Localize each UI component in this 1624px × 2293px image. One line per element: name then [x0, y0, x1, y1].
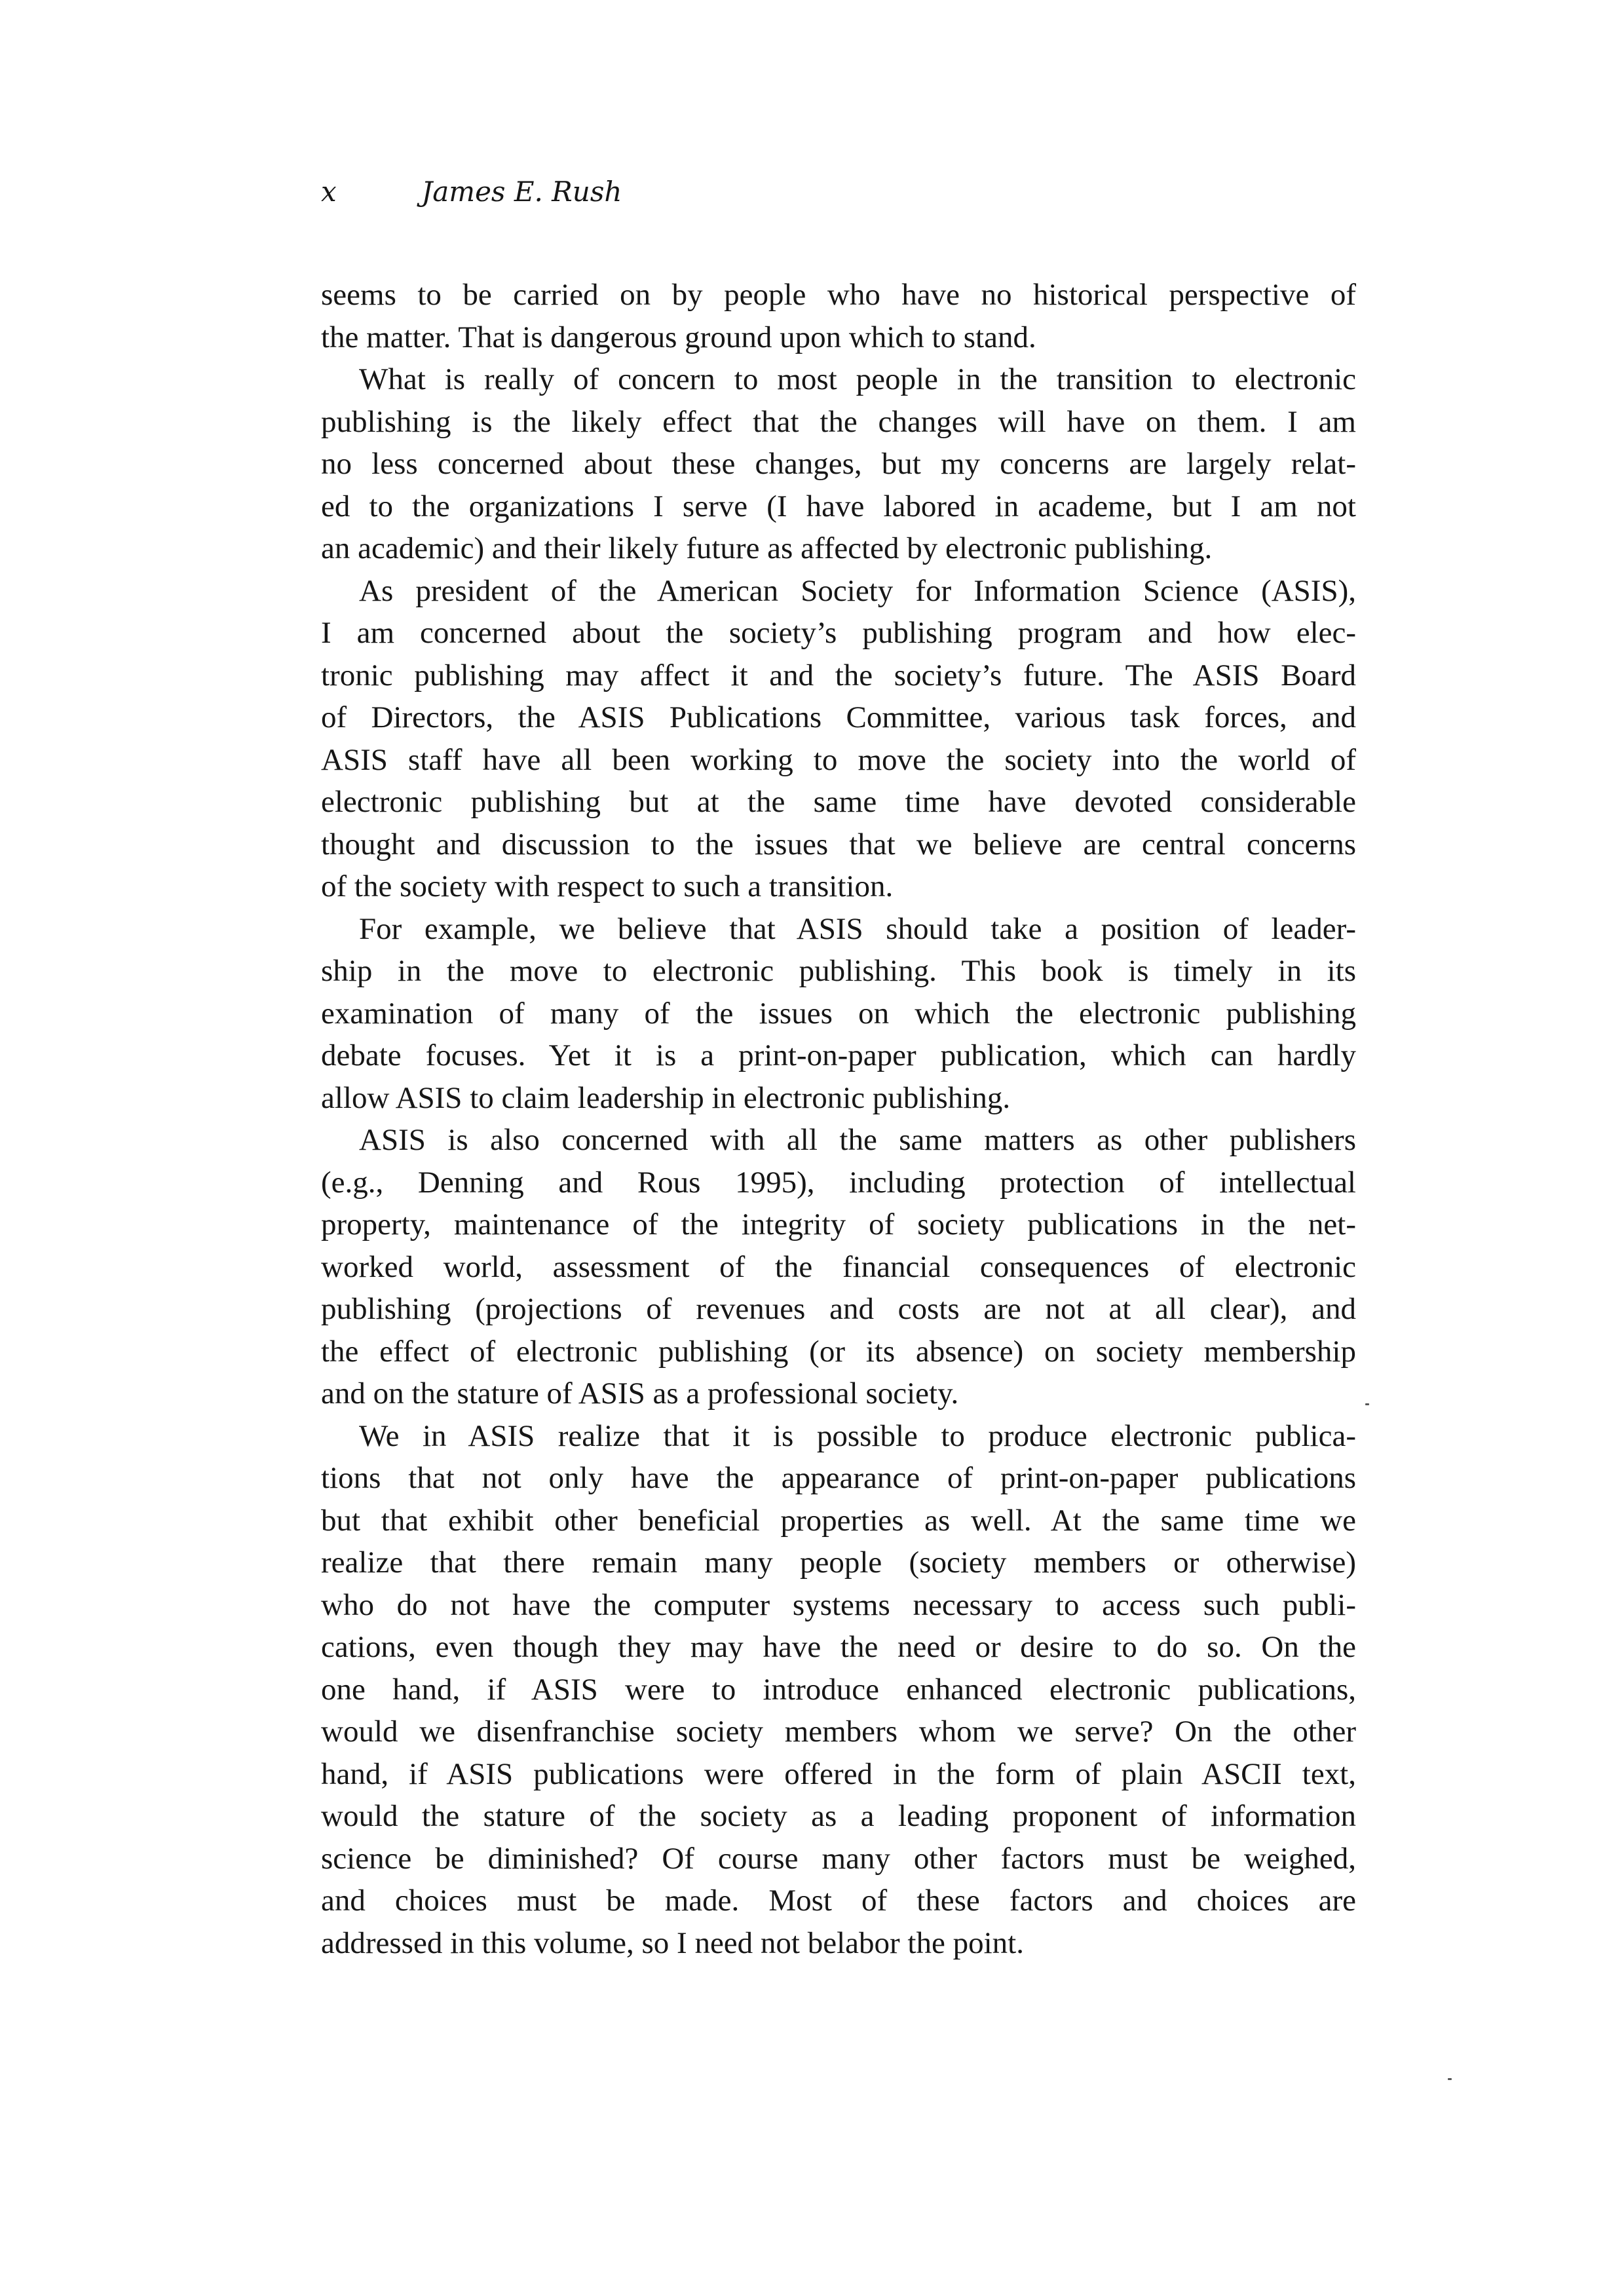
text-line: ship in the move to electronic publishing. This book is timely in its [321, 954, 1356, 988]
text-line: publishing is the likely effect that the changes will have on them. I am [321, 404, 1356, 439]
text-line: the matter. That is dangerous ground upon which to stand. [321, 320, 1036, 354]
text-line: would the stature of the society as a leading proponent of information [321, 1799, 1356, 1833]
text-line: hand, if ASIS publications were offered in the form of plain ASCII text, [321, 1756, 1356, 1791]
text-line: an academic) and their likely future as affected by electronic publishing. [321, 531, 1213, 565]
text-line: allow ASIS to claim leadership in electronic publishing. [321, 1080, 1011, 1115]
text-line: and choices must be made. Most of these factors and choices are [321, 1884, 1356, 1918]
text-line: tions that not only have the appearance of print-on-paper publications [321, 1461, 1356, 1495]
text-line: realize that there remain many people (society members or otherwise) [321, 1545, 1356, 1580]
text-line: addressed in this volume, so I need not belabor the point. [321, 1925, 1024, 1960]
scan-speck [1448, 2078, 1452, 2080]
text-line: of Directors, the ASIS Publications Committee, various task forces, and [321, 700, 1356, 734]
text-line: We in ASIS realize that it is possible to produce electronic publica- [359, 1418, 1356, 1453]
text-line: ASIS is also concerned with all the same matters as other publishers [359, 1123, 1356, 1157]
text-line: electronic publishing but at the same time have devoted considerable [321, 785, 1356, 819]
text-line: publishing (projections of revenues and costs are not at all clear), and [321, 1292, 1356, 1326]
running-head [321, 176, 622, 208]
text-line: ed to the organizations I serve (I have labored in academe, but I am not [321, 489, 1356, 523]
scan-speck [1365, 1403, 1369, 1405]
text-line: thought and discussion to the issues that we believe are central concerns [321, 827, 1356, 862]
paragraph [321, 570, 1356, 908]
paragraph [321, 358, 1356, 570]
paragraph [321, 1415, 1356, 1965]
text-line: debate focuses. Yet it is a print-on-paper publication, which can hardly [321, 1038, 1356, 1072]
text-line: examination of many of the issues on which the electronic publishing [321, 996, 1356, 1031]
text-line: and on the stature of ASIS as a professional society. [321, 1376, 959, 1411]
text-line: who do not have the computer systems necessary to access such publi- [321, 1587, 1356, 1622]
text-line: cations, even though they may have the need or desire to do so. On the [321, 1630, 1356, 1664]
text-line: the effect of electronic publishing (or its absence) on society membership [321, 1334, 1356, 1369]
text-line: one hand, if ASIS were to introduce enhanced electronic publications, [321, 1672, 1356, 1707]
text-line: property, maintenance of the integrity of society publications in the net- [321, 1207, 1356, 1241]
text-line: of the society with respect to such a transition. [321, 869, 894, 903]
text-line: seems to be carried on by people who have no historical perspective of [321, 278, 1356, 312]
text-line: As president of the American Society for Information Science (ASIS), [359, 573, 1356, 608]
text-line: no less concerned about these changes, but my concerns are largely relat- [321, 447, 1356, 481]
text-line: (e.g., Denning and Rous 1995), including protection of intellectual [321, 1165, 1356, 1200]
text-line: tronic publishing may affect it and the society’s future. The ASIS Board [321, 658, 1356, 692]
text-line: I am concerned about the society’s publishing program and how elec- [321, 616, 1356, 650]
text-line: ASIS staff have all been working to move the society into the world of [321, 742, 1356, 777]
text-line: For example, we believe that ASIS should take a position of leader- [359, 911, 1356, 946]
text-line: science be diminished? Of course many other factors must be weighed, [321, 1841, 1356, 1876]
text-line: would we disenfranchise society members whom we serve? On the other [321, 1715, 1356, 1749]
page-number: x [321, 176, 337, 208]
text-line: What is really of concern to most people in the transition to electronic [359, 362, 1356, 396]
body-text [321, 274, 1356, 1964]
running-head-author: James E. Rush [421, 176, 622, 208]
text-line: worked world, assessment of the financial consequences of electronic [321, 1249, 1356, 1284]
paragraph [321, 908, 1356, 1120]
text-line: but that exhibit other beneficial properties as well. At the same time we [321, 1503, 1356, 1538]
paragraph [321, 274, 1356, 358]
paragraph [321, 1119, 1356, 1415]
